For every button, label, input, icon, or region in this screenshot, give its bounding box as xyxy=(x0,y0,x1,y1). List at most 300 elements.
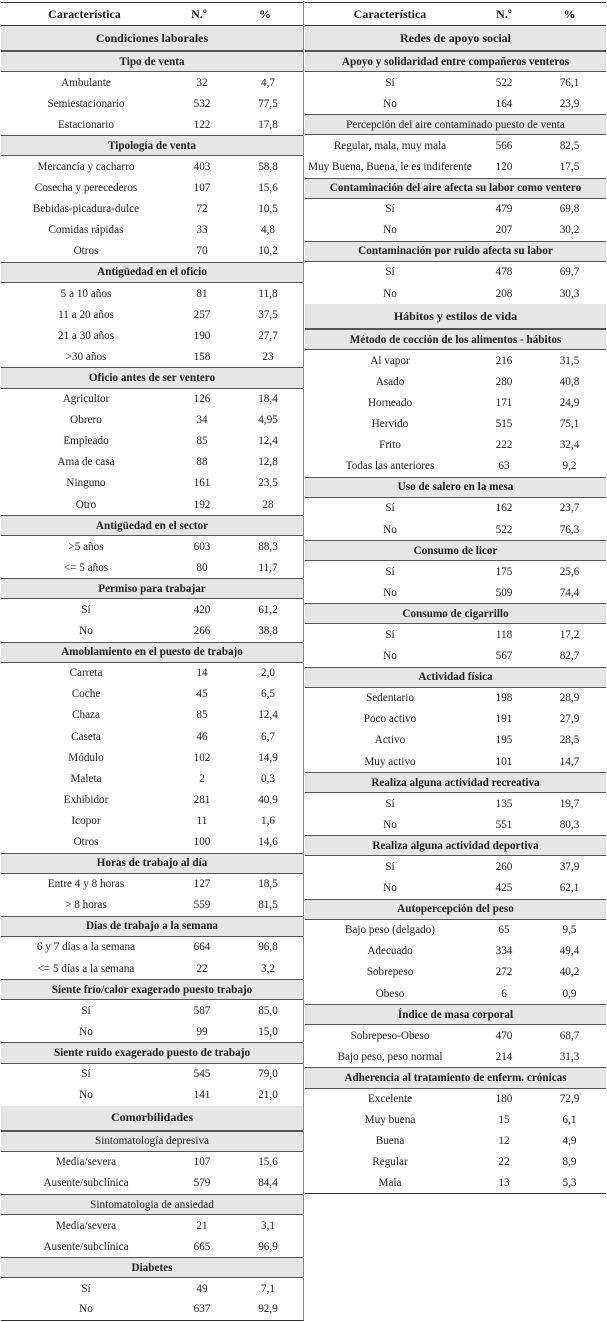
row-count: 603 xyxy=(193,540,211,553)
table-row xyxy=(305,519,606,540)
row-percent: 17,5 xyxy=(559,161,580,174)
row-label: No xyxy=(383,224,397,237)
group-title: Antigüedad en el oficio xyxy=(1,262,303,283)
row-count: 191 xyxy=(495,713,513,726)
group-title: Consumo de licor xyxy=(305,540,606,561)
row-label: Mercancía y cacharro xyxy=(37,161,135,174)
row-label: Chaza xyxy=(72,709,100,722)
row-label: Otro xyxy=(75,498,97,511)
row-percent: 15,6 xyxy=(258,182,278,195)
row-count: 425 xyxy=(495,882,513,895)
row-percent: 23,5 xyxy=(258,477,278,490)
table-row xyxy=(305,1089,606,1110)
section-title: Condiciones laborales xyxy=(1,26,303,51)
row-label: Sedentario xyxy=(366,692,414,705)
left-table xyxy=(1,2,303,1321)
group-title: Tipología de venta xyxy=(1,135,303,156)
row-count: 551 xyxy=(495,818,513,831)
row-label: No xyxy=(383,97,397,110)
row-label: Sí xyxy=(385,565,395,578)
row-label: Bebidas-picadura-dulce xyxy=(32,203,140,216)
table-row xyxy=(1,937,303,958)
row-label: Adecuado xyxy=(367,945,413,958)
row-percent: 28,5 xyxy=(559,734,580,747)
row-percent: 69,7 xyxy=(559,266,580,279)
table-row xyxy=(305,856,606,877)
row-label: Semiestacionario xyxy=(47,97,125,110)
row-percent: 80,3 xyxy=(559,818,580,831)
row-label: Obrero xyxy=(70,414,102,427)
group-title: Consumo de cigarrillo xyxy=(305,603,606,624)
row-percent: 58,8 xyxy=(258,161,278,174)
row-percent: 4,95 xyxy=(258,414,278,427)
table-row xyxy=(1,958,303,979)
header-percent: % xyxy=(259,6,271,21)
table-row xyxy=(305,199,606,220)
table-row xyxy=(1,1299,303,1320)
row-label: Sí xyxy=(385,628,395,641)
table-row xyxy=(305,498,606,519)
group-title: Índice de masa corporal xyxy=(305,1004,606,1025)
row-percent: 15,0 xyxy=(258,1025,278,1038)
row-label: Bajo peso, peso normal xyxy=(337,1050,443,1063)
row-percent: 82,5 xyxy=(559,139,580,152)
row-percent: 1,6 xyxy=(261,814,275,827)
row-label: No xyxy=(383,818,397,831)
row-percent: 0,3 xyxy=(261,772,275,785)
table-row xyxy=(305,646,606,667)
table-row xyxy=(305,456,606,477)
row-percent: 68,7 xyxy=(559,1029,580,1042)
row-count: 6 xyxy=(501,987,507,1000)
row-percent: 12,4 xyxy=(258,435,278,448)
table-row xyxy=(305,962,606,983)
row-percent: 14,6 xyxy=(258,836,278,849)
table-row xyxy=(305,1173,606,1194)
section-title: Comorbilidades xyxy=(1,1106,303,1131)
table-row xyxy=(305,1131,606,1152)
row-count: 158 xyxy=(193,350,211,363)
row-label: No xyxy=(383,882,397,895)
row-label: Sobrepeso-Obeso xyxy=(350,1029,430,1042)
table-row xyxy=(1,557,303,578)
row-label: >30 años xyxy=(65,350,107,363)
row-percent: 18,4 xyxy=(258,393,278,406)
row-label: Entre 4 y 8 horas xyxy=(47,878,125,891)
table-row xyxy=(305,93,606,114)
row-percent: 10,5 xyxy=(258,203,278,216)
group-title: Apoyo y solidaridad entre compañeros venteros xyxy=(305,51,606,72)
group-title: Horas de trabajo al día xyxy=(1,853,303,874)
row-count: 272 xyxy=(495,966,513,979)
row-percent: 96,8 xyxy=(258,941,278,954)
row-count: 567 xyxy=(495,650,513,663)
row-percent: 28 xyxy=(262,498,274,511)
table-row xyxy=(1,473,303,494)
row-percent: 15,6 xyxy=(258,1156,278,1169)
row-count: 72 xyxy=(196,203,208,216)
table-row xyxy=(1,599,303,620)
row-label: Bajo peso (delgado) xyxy=(344,924,436,937)
group-title: Diabetes xyxy=(1,1257,303,1278)
table-row xyxy=(305,624,606,645)
row-percent: 6,1 xyxy=(562,1114,577,1127)
row-label: Todas las anteriores xyxy=(345,460,435,473)
row-label: Estacionario xyxy=(58,118,114,131)
row-label: No xyxy=(383,586,397,599)
row-label: Sobrepeso xyxy=(366,966,414,979)
group-title: Actividad física xyxy=(305,667,606,688)
row-percent: 61,2 xyxy=(258,603,278,616)
row-count: 107 xyxy=(193,1156,211,1169)
row-label: Asado xyxy=(375,375,405,388)
table-row xyxy=(305,1046,606,1067)
row-label: No xyxy=(79,1089,93,1102)
row-label: Sí xyxy=(385,76,395,89)
table-row xyxy=(305,814,606,835)
table-row xyxy=(305,793,606,814)
row-label: Excelente xyxy=(367,1093,413,1106)
row-count: 403 xyxy=(193,161,211,174)
header-characteristic: Característica xyxy=(353,6,427,21)
row-count: 88 xyxy=(196,456,208,469)
row-count: 509 xyxy=(495,586,513,599)
row-label: Módulo xyxy=(68,751,104,764)
group-title: Uso de salero en la mesa xyxy=(305,477,606,498)
row-count: 33 xyxy=(196,224,208,237)
row-percent: 23 xyxy=(262,350,274,363)
row-percent: 49,4 xyxy=(559,945,580,958)
row-count: 214 xyxy=(495,1050,513,1063)
row-label: <= 5 días a la semana xyxy=(37,962,135,975)
row-count: 579 xyxy=(193,1177,211,1190)
row-percent: 76,3 xyxy=(559,523,580,536)
table-row xyxy=(305,983,606,1004)
table-row xyxy=(305,220,606,241)
table-row xyxy=(305,709,606,730)
group-title: Sintomatología depresiva xyxy=(1,1131,303,1152)
row-count: 70 xyxy=(196,245,208,258)
row-label: Icopor xyxy=(71,814,101,827)
row-count: 122 xyxy=(193,118,211,131)
row-label: Coche xyxy=(71,688,101,701)
row-percent: 74,4 xyxy=(559,586,580,599)
right-table xyxy=(305,2,606,1194)
row-count: 46 xyxy=(196,730,208,743)
row-label: No xyxy=(79,1303,93,1316)
row-count: 334 xyxy=(495,945,513,958)
header-percent: % xyxy=(563,6,576,21)
row-label: Media/severa xyxy=(55,1219,117,1232)
row-percent: 30,2 xyxy=(559,224,580,237)
row-count: 207 xyxy=(495,224,513,237)
row-label: Al vapor xyxy=(370,354,410,367)
table-row xyxy=(1,705,303,726)
table-row xyxy=(305,1025,606,1046)
left-table-body xyxy=(1,51,303,1321)
row-count: 127 xyxy=(193,878,211,891)
row-label: Ninguno xyxy=(66,477,106,490)
row-count: 222 xyxy=(495,439,513,452)
row-label: Maleta xyxy=(70,772,102,785)
row-percent: 12,8 xyxy=(258,456,278,469)
row-percent: 4,8 xyxy=(261,224,275,237)
table-row xyxy=(1,72,303,93)
header-count: N.º xyxy=(191,6,207,21)
group-title: Método de cocción de los alimentos - hábitos xyxy=(305,329,606,350)
row-label: Otros xyxy=(73,245,99,258)
table-row xyxy=(1,410,303,431)
row-percent: 27,9 xyxy=(559,713,580,726)
row-label: No xyxy=(383,650,397,663)
row-label: Sí xyxy=(385,797,395,810)
row-percent: 40,2 xyxy=(559,966,580,979)
row-label: Regular, mala, muy mala xyxy=(333,139,447,152)
table-row xyxy=(1,874,303,895)
row-label: Otros xyxy=(73,836,99,849)
row-percent: 23,7 xyxy=(559,502,580,515)
group-title: Días de trabajo a la semana xyxy=(1,916,303,937)
group-title: Siente frío/calor exagerado puesto trabajo xyxy=(1,979,303,1000)
row-percent: 9,5 xyxy=(562,924,577,937)
row-count: 85 xyxy=(196,709,208,722)
row-count: 135 xyxy=(495,797,513,810)
row-count: 81 xyxy=(196,287,208,300)
group-title: Adherencia al tratamiento de enferm. crónicas xyxy=(305,1067,606,1088)
row-label: No xyxy=(79,625,93,638)
row-count: 164 xyxy=(495,97,513,110)
row-count: 11 xyxy=(196,814,208,827)
row-count: 216 xyxy=(495,354,513,367)
row-percent: 31,3 xyxy=(559,1050,580,1063)
row-percent: 0,9 xyxy=(562,987,577,1000)
row-count: 532 xyxy=(193,97,211,110)
row-count: 470 xyxy=(495,1029,513,1042)
row-percent: 4,7 xyxy=(261,76,275,89)
row-count: 559 xyxy=(193,899,211,912)
table-row xyxy=(1,220,303,241)
group-title: Percepción del aire contaminado puesto de venta xyxy=(305,114,606,135)
row-label: Sí xyxy=(385,203,395,216)
row-percent: 32,4 xyxy=(559,439,580,452)
table-row xyxy=(1,283,303,304)
row-count: 118 xyxy=(495,628,513,641)
row-count: 190 xyxy=(193,329,211,342)
table-row xyxy=(1,178,303,199)
row-count: 281 xyxy=(193,793,211,806)
row-percent: 27,7 xyxy=(258,329,278,342)
row-label: Sí xyxy=(81,1282,91,1295)
row-count: 280 xyxy=(495,375,513,388)
group-title: Oficio antes de ser ventero xyxy=(1,367,303,388)
table-row xyxy=(1,1278,303,1299)
row-count: 171 xyxy=(495,396,513,409)
row-count: 479 xyxy=(495,203,513,216)
row-label: 11 a 20 años xyxy=(58,308,114,321)
row-count: 63 xyxy=(498,460,510,473)
row-percent: 11,8 xyxy=(258,287,278,300)
row-percent: 81,5 xyxy=(258,899,278,912)
header-row xyxy=(1,2,303,26)
row-label: Sí xyxy=(385,502,395,515)
row-count: 80 xyxy=(196,561,208,574)
row-label: Horneado xyxy=(367,396,413,409)
row-percent: 82,7 xyxy=(559,650,580,663)
row-label: Buena xyxy=(375,1135,405,1148)
table-row xyxy=(305,561,606,582)
row-percent: 2,0 xyxy=(261,667,275,680)
row-count: 522 xyxy=(495,76,513,89)
table-row xyxy=(305,730,606,751)
row-label: Frito xyxy=(379,439,401,452)
table-row xyxy=(1,663,303,684)
header-characteristic: Característica xyxy=(48,6,121,21)
row-label: > 8 horas xyxy=(65,899,107,912)
group-title: Antigüedad en el sector xyxy=(1,515,303,536)
row-count: 22 xyxy=(196,962,208,975)
row-percent: 4,9 xyxy=(562,1135,577,1148)
row-percent: 12,4 xyxy=(258,709,278,722)
group-title: Sintomatologia de ansiedad xyxy=(1,1194,303,1215)
row-percent: 17,8 xyxy=(258,118,278,131)
row-count: 522 xyxy=(495,523,513,536)
group-title: Autopercepción del peso xyxy=(305,899,606,920)
group-title: Amoblamiento en el puesto de trabajo xyxy=(1,642,303,663)
row-count: 420 xyxy=(193,603,211,616)
row-count: 664 xyxy=(193,941,211,954)
row-label: Muy activo xyxy=(364,755,416,768)
row-count: 478 xyxy=(495,266,513,279)
group-title: Permiso para trabajar xyxy=(1,578,303,599)
table-row xyxy=(1,304,303,325)
row-percent: 11,7 xyxy=(258,561,278,574)
table-row xyxy=(1,747,303,768)
row-label: <= 5 años xyxy=(63,561,109,574)
row-label: Ambulante xyxy=(61,76,111,89)
row-count: 49 xyxy=(196,1282,208,1295)
table-row xyxy=(1,1173,303,1194)
row-percent: 37,5 xyxy=(258,308,278,321)
right-table-body xyxy=(305,51,606,1194)
table-row xyxy=(1,831,303,852)
row-label: Obeso xyxy=(375,987,405,1000)
row-percent: 21,0 xyxy=(258,1089,278,1102)
row-label: Sí xyxy=(385,266,395,279)
row-percent: 88,3 xyxy=(258,540,278,553)
row-count: 21 xyxy=(196,1219,208,1232)
group-title: Contaminación del aire afecta su labor como ventero xyxy=(305,178,606,199)
row-percent: 10,2 xyxy=(258,245,278,258)
row-count: 13 xyxy=(498,1176,510,1189)
table-row xyxy=(305,72,606,93)
row-percent: 72,9 xyxy=(559,1093,580,1106)
table-row xyxy=(1,621,303,642)
row-percent: 6,5 xyxy=(261,688,275,701)
row-count: 195 xyxy=(495,734,513,747)
row-percent: 79,0 xyxy=(258,1068,278,1081)
table-row xyxy=(1,1152,303,1173)
row-label: Mala xyxy=(378,1176,402,1189)
row-percent: 69,8 xyxy=(559,203,580,216)
row-percent: 40,9 xyxy=(258,793,278,806)
row-label: No xyxy=(383,287,397,300)
row-label: Poco activo xyxy=(363,713,417,726)
row-percent: 23,9 xyxy=(559,97,580,110)
row-percent: 75,1 xyxy=(559,418,580,431)
row-percent: 25,6 xyxy=(559,565,580,578)
row-count: 665 xyxy=(193,1240,211,1253)
table-row xyxy=(1,114,303,135)
row-percent: 24,9 xyxy=(559,396,580,409)
row-percent: 6,7 xyxy=(261,730,275,743)
row-percent: 14,7 xyxy=(559,755,580,768)
row-label: Ausente/subclínica xyxy=(43,1240,129,1253)
table-row xyxy=(1,1215,303,1236)
row-count: 99 xyxy=(196,1025,208,1038)
table-row xyxy=(305,751,606,772)
row-count: 102 xyxy=(193,751,211,764)
row-label: Agricultor xyxy=(62,393,110,406)
table-row xyxy=(1,1085,303,1106)
row-label: Caseta xyxy=(71,730,101,743)
row-percent: 3,2 xyxy=(261,962,275,975)
row-percent: 76,1 xyxy=(559,76,580,89)
row-label: 5 a 10 años xyxy=(60,287,112,300)
row-count: 198 xyxy=(495,692,513,705)
row-count: 515 xyxy=(495,418,513,431)
row-count: 2 xyxy=(199,772,205,785)
row-percent: 28,9 xyxy=(559,692,580,705)
row-label: Ama de casa xyxy=(57,456,115,469)
row-count: 12 xyxy=(498,1135,510,1148)
group-title: Realiza alguna actividad deportiva xyxy=(305,835,606,856)
row-label: >5 años xyxy=(68,540,104,553)
row-label: Ausente/subclínica xyxy=(43,1177,129,1190)
row-percent: 18,5 xyxy=(258,878,278,891)
table-row xyxy=(1,431,303,452)
group-title: Siente ruido exagerado puesto de trabajo xyxy=(1,1042,303,1063)
row-label: Media/severa xyxy=(55,1156,117,1169)
table-row xyxy=(1,494,303,515)
table-row xyxy=(1,895,303,916)
row-percent: 96,9 xyxy=(258,1240,278,1253)
table-row xyxy=(305,435,606,456)
header-row xyxy=(305,2,606,26)
row-percent: 30,3 xyxy=(559,287,580,300)
row-count: 45 xyxy=(196,688,208,701)
table-row xyxy=(1,93,303,114)
row-label: Regular xyxy=(372,1156,408,1169)
row-count: 180 xyxy=(495,1093,513,1106)
row-label: Empleado xyxy=(63,435,109,448)
table-row xyxy=(305,135,606,156)
row-count: 208 xyxy=(495,287,513,300)
row-percent: 38,8 xyxy=(258,625,278,638)
row-label: Cosecha y perecederos xyxy=(34,182,138,195)
row-count: 162 xyxy=(495,502,513,515)
section-title: Hábitos y estilos de vida xyxy=(305,304,606,329)
row-percent: 40,8 xyxy=(559,375,580,388)
table-row xyxy=(305,688,606,709)
row-count: 260 xyxy=(495,861,513,874)
row-count: 637 xyxy=(193,1303,211,1316)
row-count: 175 xyxy=(495,565,513,578)
row-percent: 31,5 xyxy=(559,354,580,367)
row-label: No xyxy=(79,1025,93,1038)
row-label: Sí xyxy=(81,1004,91,1017)
row-percent: 84,4 xyxy=(258,1177,278,1190)
column-divider xyxy=(303,1,304,1321)
